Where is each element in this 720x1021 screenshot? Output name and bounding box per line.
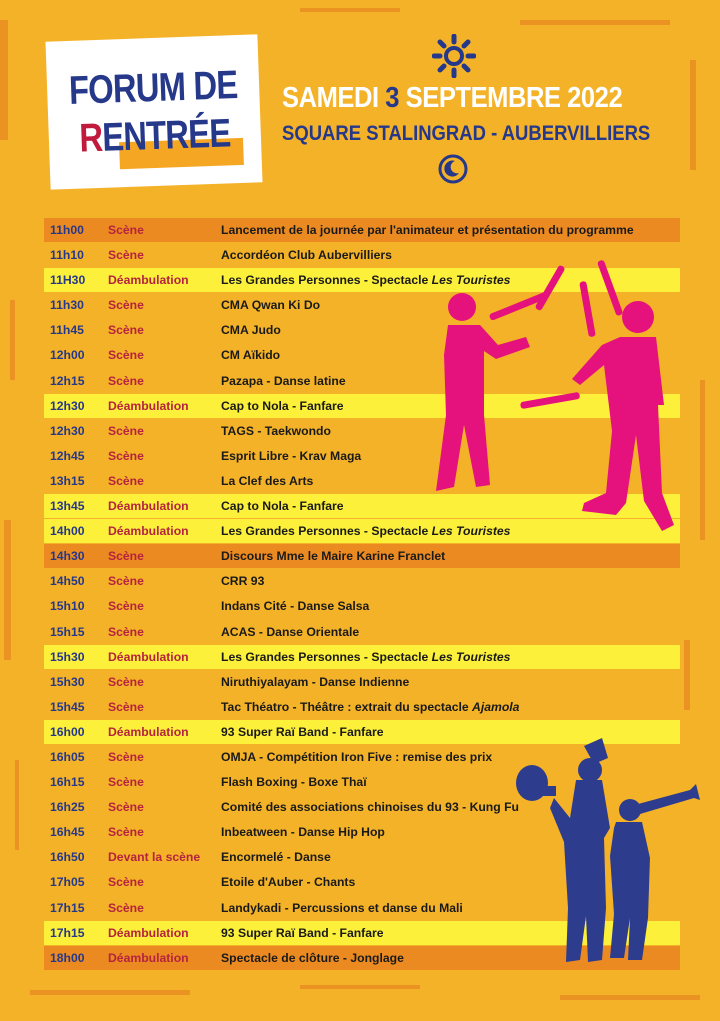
- row-event-text: CRR 93: [221, 574, 265, 589]
- row-event-text: Spectacle de clôture - Jonglage: [221, 950, 404, 965]
- row-event: [221, 645, 510, 669]
- schedule-row: [44, 695, 680, 719]
- row-event-text: TAGS - Taekwondo: [221, 423, 331, 438]
- row-type: Scène: [108, 223, 144, 237]
- row-event-text: Indans Cité - Danse Salsa: [221, 599, 370, 614]
- row-event-text: CMA Qwan Ki Do: [221, 298, 321, 313]
- row-time: 15h45: [50, 699, 85, 714]
- title-rest: ENTRÉE: [101, 111, 232, 160]
- row-time: 13h45: [50, 499, 85, 514]
- row-event: [221, 921, 384, 945]
- row-event-text: Comité des associations chinoises du 93 - Kung Fu: [221, 800, 519, 815]
- schedule-row: [44, 594, 680, 618]
- row-type: Scène: [108, 674, 144, 689]
- row-event: [221, 795, 519, 819]
- row-type: Scène: [108, 800, 144, 815]
- row-event: [221, 318, 281, 342]
- row-event-text: CMA Judo: [221, 323, 281, 338]
- row-time: 11H30: [50, 273, 86, 288]
- row-time: 16h45: [50, 825, 85, 840]
- row-type: Déambulation: [108, 273, 189, 288]
- row-event: [221, 243, 392, 267]
- row-time: 16h15: [50, 775, 85, 790]
- row-event-title: Les Touristes: [431, 524, 511, 539]
- row-event-text: Etoile d'Auber - Chants: [221, 875, 356, 890]
- row-time: 11h45: [50, 323, 84, 338]
- row-event: [221, 293, 320, 317]
- row-event-title: Les Touristes: [431, 273, 511, 288]
- row-time: 17h15: [50, 925, 85, 940]
- row-time: 15h15: [50, 624, 85, 639]
- row-event-text: Tac Théatro - Théâtre : extrait du spectacle: [221, 699, 473, 714]
- row-event-text: Landykadi - Percussions et danse du Mali: [221, 900, 463, 915]
- row-event-text: Esprit Libre - Krav Maga: [221, 448, 362, 463]
- row-type: Déambulation: [108, 950, 189, 965]
- row-event-text: 93 Super Raï Band - Fanfare: [221, 925, 384, 940]
- row-time: 18h00: [50, 950, 85, 965]
- row-time: 11h30: [50, 298, 84, 313]
- row-event-text: La Clef des Arts: [221, 473, 314, 488]
- row-type: Scène: [108, 624, 144, 639]
- row-type: Scène: [108, 875, 144, 890]
- row-event-title: Les Touristes: [431, 649, 511, 664]
- row-type: Déambulation: [108, 398, 189, 413]
- row-time: 15h30: [50, 674, 85, 689]
- row-time: 14h30: [50, 549, 85, 564]
- row-time: 16h50: [50, 850, 85, 865]
- schedule-row: [44, 218, 680, 242]
- row-type: Déambulation: [108, 925, 189, 940]
- row-type: Scène: [108, 323, 144, 338]
- row-time: 11h00: [50, 223, 84, 237]
- row-time: 16h25: [50, 800, 85, 815]
- title-line-1: FORUM DE: [68, 63, 239, 113]
- row-type: Scène: [108, 248, 144, 263]
- row-event: [221, 720, 384, 744]
- row-event-text: Flash Boxing - Boxe Thaï: [221, 775, 367, 790]
- row-event-title: Ajamola: [472, 699, 520, 714]
- row-event: [221, 394, 344, 418]
- schedule-row: [44, 544, 680, 568]
- schedule-row: [44, 620, 680, 644]
- title-line-2: [67, 111, 242, 162]
- row-event: [221, 695, 519, 719]
- row-time: 14h50: [50, 574, 85, 589]
- row-time: 17h05: [50, 875, 85, 890]
- row-type: Scène: [108, 749, 144, 764]
- row-event-text: Pazapa - Danse latine: [221, 373, 346, 388]
- row-time: 15h10: [50, 599, 85, 614]
- row-type: Devant la scène: [108, 850, 201, 865]
- row-time: 13h15: [50, 473, 85, 488]
- sun-icon: [432, 34, 476, 78]
- row-time: 11h10: [50, 248, 84, 263]
- row-type: Scène: [108, 348, 144, 363]
- row-event: [221, 569, 264, 593]
- row-type: Déambulation: [108, 649, 189, 664]
- row-event-text: CM Aïkido: [221, 348, 281, 363]
- row-type: Déambulation: [108, 724, 189, 739]
- row-event-text: Accordéon Club Aubervilliers: [221, 248, 392, 263]
- row-type: Scène: [108, 699, 144, 714]
- event-date: [282, 82, 623, 115]
- row-event-text: Cap to Nola - Fanfare: [221, 499, 344, 514]
- row-event-text: Inbeatween - Danse Hip Hop: [221, 825, 385, 840]
- forum-title-box: [45, 34, 262, 189]
- row-type: Scène: [108, 423, 144, 438]
- row-event-text: Encormelé - Danse: [221, 850, 331, 865]
- schedule-row: [44, 569, 680, 593]
- row-event-text: Les Grandes Personnes - Spectacle: [221, 649, 432, 664]
- row-time: 16h05: [50, 749, 85, 764]
- row-event-text: Les Grandes Personnes - Spectacle: [221, 273, 432, 288]
- row-type: Déambulation: [108, 499, 189, 514]
- row-event: [221, 544, 445, 568]
- row-event-text: Lancement de la journée par l'animateur et présentation du programme: [221, 223, 634, 237]
- row-type: Scène: [108, 574, 144, 589]
- row-time: 17h15: [50, 900, 85, 915]
- row-event: [221, 369, 346, 393]
- row-type: Scène: [108, 473, 144, 488]
- row-time: 15h30: [50, 649, 85, 664]
- row-event: [221, 896, 463, 920]
- row-time: 12h15: [50, 373, 85, 388]
- row-type: Scène: [108, 373, 144, 388]
- row-event: [221, 494, 344, 518]
- moon-icon: [438, 154, 468, 184]
- row-time: 12h00: [50, 348, 85, 363]
- musicians-illustration: [510, 738, 710, 973]
- juggler-illustration: [430, 255, 680, 545]
- row-event: [221, 469, 313, 493]
- row-event-text: 93 Super Raï Band - Fanfare: [221, 724, 384, 739]
- row-event-text: Discours Mme le Maire Karine Franclet: [221, 549, 446, 564]
- row-event: [221, 670, 409, 694]
- row-event: [221, 820, 385, 844]
- row-time: 12h30: [50, 398, 85, 413]
- row-event: [221, 946, 404, 970]
- row-event: [221, 419, 331, 443]
- row-type: Scène: [108, 825, 144, 840]
- schedule-row: [44, 645, 680, 669]
- row-type: Scène: [108, 448, 144, 463]
- row-time: 16h00: [50, 724, 85, 739]
- row-type: Scène: [108, 775, 144, 790]
- date-suffix: SEPTEMBRE 2022: [399, 82, 623, 114]
- row-event-text: Niruthiyalayam - Danse Indienne: [221, 674, 410, 689]
- row-event: [221, 343, 280, 367]
- date-day: 3: [385, 82, 400, 114]
- row-event: [221, 218, 634, 242]
- row-time: 14h00: [50, 524, 85, 539]
- title-initial: R: [78, 115, 104, 161]
- event-place: SQUARE STALINGRAD - AUBERVILLIERS: [282, 122, 651, 145]
- row-event-text: Cap to Nola - Fanfare: [221, 398, 344, 413]
- row-event-text: OMJA - Compétition Iron Five : remise des prix: [221, 749, 493, 764]
- row-time: 12h45: [50, 448, 85, 463]
- row-event: [221, 594, 369, 618]
- row-event-text: Les Grandes Personnes - Spectacle: [221, 524, 432, 539]
- schedule-row: [44, 670, 680, 694]
- row-type: Scène: [108, 298, 144, 313]
- row-event: [221, 444, 361, 468]
- row-event: [221, 845, 331, 869]
- row-event: [221, 745, 492, 769]
- row-event: [221, 770, 367, 794]
- row-event: [221, 620, 359, 644]
- row-time: 12h30: [50, 423, 85, 438]
- row-type: Déambulation: [108, 524, 189, 539]
- row-type: Scène: [108, 900, 144, 915]
- row-event: [221, 870, 355, 894]
- row-type: Scène: [108, 549, 144, 564]
- row-type: Scène: [108, 599, 144, 614]
- row-event-text: ACAS - Danse Orientale: [221, 624, 360, 639]
- date-prefix: SAMEDI: [282, 82, 386, 114]
